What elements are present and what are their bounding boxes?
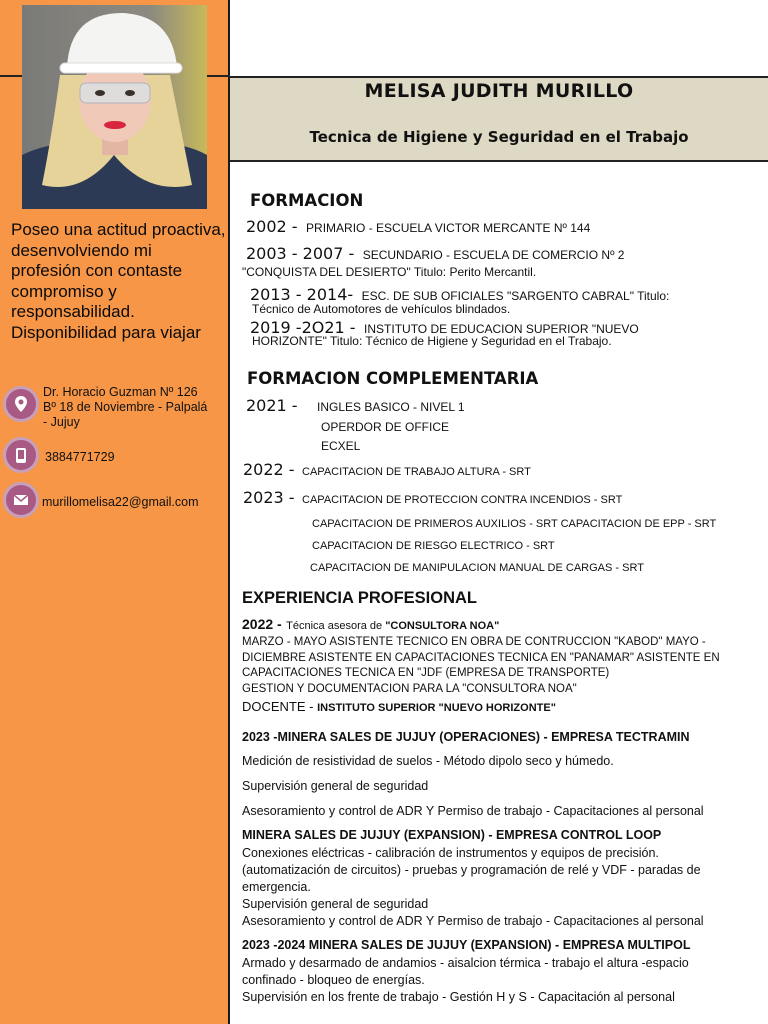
education-text: "CONQUISTA DEL DESIERTO" Titulo: Perito Mercantil. — [242, 265, 537, 279]
job-line: (automatización de circuitos) - pruebas y programación de relé y VDF - paradas de — [242, 863, 701, 877]
experience-details — [242, 635, 720, 697]
address-line: - Jujuy — [43, 415, 80, 429]
education-year: 2019 -2O21 - — [250, 318, 356, 337]
experience-line: GESTION Y DOCUMENTACION PARA LA "CONSULTORA NOA" — [242, 682, 577, 695]
course-entry — [243, 488, 622, 508]
education-item — [246, 244, 624, 264]
job-line: Armado y desarmado de andamios - aisalcion térmica - trabajo el altura -espacio — [242, 956, 689, 970]
education-text: HORIZONTE" Titulo: Técnico de Higiene y Seguridad en el Trabajo. — [252, 334, 612, 348]
education-year: 2003 - 2007 - — [246, 244, 355, 263]
course-item: CAPACITACION DE TRABAJO ALTURA - SRT — [302, 466, 531, 478]
job-line: Asesoramiento y control de ADR Y Permiso de trabajo - Capacitaciones al personal — [242, 804, 704, 818]
course-item: CAPACITACION DE PROTECCION CONTRA INCENDIOS - SRT — [302, 494, 623, 506]
job-line: Asesoramiento y control de ADR Y Permiso de trabajo - Capacitaciones al personal — [242, 914, 704, 928]
job-details — [242, 955, 689, 1006]
address-line: Bº 18 de Noviembre - Palpalá — [43, 400, 208, 414]
experience-year: 2022 - — [242, 616, 282, 632]
profile-photo — [22, 5, 207, 209]
education-text: Técnico de Automotores de vehículos blindados. — [252, 302, 511, 316]
address-line: Dr. Horacio Guzman Nº 126 — [43, 385, 198, 399]
job-title: MINERA SALES DE JUJUY (EXPANSION) - EMPRESA CONTROL LOOP — [242, 828, 662, 842]
job-line: emergencia. — [242, 880, 311, 894]
education-item — [246, 217, 590, 237]
job-details — [242, 845, 704, 930]
email-address: murillomelisa22@gmail.com — [42, 495, 199, 509]
course-item: INGLES BASICO - NIVEL 1 — [317, 400, 465, 414]
job-title: 2023 -MINERA SALES DE JUJUY (OPERACIONES) - EMPRESA TECTRAMIN — [242, 730, 690, 744]
experience-line: CAPACITACIONES TECNICA EN "JDF (EMPRESA DE TRANSPORTE) — [242, 667, 610, 679]
location-icon — [6, 389, 36, 419]
education-year: 2013 - 2014- — [250, 285, 354, 304]
experience-entry — [242, 698, 556, 716]
phone-number: 3884771729 — [45, 450, 115, 464]
job-line: Medición de resistividad de suelos - Método dipolo seco y húmedo. — [242, 754, 614, 768]
email-icon — [6, 485, 36, 515]
address — [43, 385, 228, 430]
course-item: ECXEL — [321, 439, 361, 453]
experience-role: Técnica asesora de — [286, 620, 386, 632]
job-line: Supervisión general de seguridad — [242, 897, 429, 911]
experience-line: MARZO - MAYO ASISTENTE TECNICO EN OBRA DE CONTRUCCION "KABOD" MAYO - — [242, 636, 706, 648]
education-text: ESC. DE SUB OFICIALES "SARGENTO CABRAL" Titulo: — [361, 289, 670, 303]
course-item: OPERDOR DE OFFICE — [321, 420, 450, 434]
course-year: 2021 - — [246, 396, 298, 415]
experience-line: DICIEMBRE ASISTENTE EN CAPACITACIONES TECNICA EN "PANAMAR" ASISTENTE EN — [242, 651, 720, 664]
section-title-formacion: FORMACION — [250, 191, 364, 210]
job-line: Supervisión en los frente de trabajo - Gestión H y S - Capacitación al personal — [242, 990, 675, 1004]
job-line: confinado - bloqueo de energías. — [242, 973, 425, 987]
job-title: Tecnica de Higiene y Seguridad en el Trabajo — [309, 128, 689, 146]
course-entry — [243, 460, 531, 480]
course-item: CAPACITACION DE PRIMEROS AUXILIOS - SRT CAPACITACION DE EPP - SRT — [312, 518, 717, 530]
education-year: 2002 - — [246, 217, 298, 236]
experience-company: "CONSULTORA NOA" — [385, 620, 500, 632]
profile-summary: Poseo una actitud proactiva, desenvolviendo mi profesión con contaste compromiso y responsabilidad. Disponibilidad para viajar — [11, 220, 226, 342]
education-text: PRIMARIO - ESCUELA VICTOR MERCANTE Nº 144 — [306, 221, 591, 235]
education-text: INSTITUTO DE EDUCACION SUPERIOR "NUEVO — [364, 322, 639, 336]
course-item: CAPACITACION DE RIESGO ELECTRICO - SRT — [312, 540, 555, 552]
phone-icon — [6, 440, 36, 470]
job-line: Supervisión general de seguridad — [242, 779, 429, 793]
experience-role: DOCENTE - — [242, 699, 318, 714]
experience-entry — [242, 616, 499, 634]
course-item: CAPACITACION DE MANIPULACION MANUAL DE CARGAS - SRT — [310, 562, 644, 574]
section-title-experiencia: EXPERIENCIA PROFESIONAL — [242, 589, 478, 607]
job-line: Conexiones eléctricas - calibración de instrumentos y equipos de precisión. — [242, 846, 659, 860]
job-title: 2023 -2024 MINERA SALES DE JUJUY (EXPANSION) - EMPRESA MULTIPOL — [242, 938, 691, 952]
education-text: SECUNDARIO - ESCUELA DE COMERCIO Nº 2 — [362, 248, 625, 262]
course-year: 2022 - — [243, 460, 295, 479]
full-name: MELISA JUDITH MURILLO — [364, 80, 634, 102]
section-title-complementaria: FORMACION COMPLEMENTARIA — [247, 369, 539, 388]
experience-company: INSTITUTO SUPERIOR "NUEVO HORIZONTE" — [317, 702, 556, 714]
course-year: 2023 - — [243, 488, 295, 507]
